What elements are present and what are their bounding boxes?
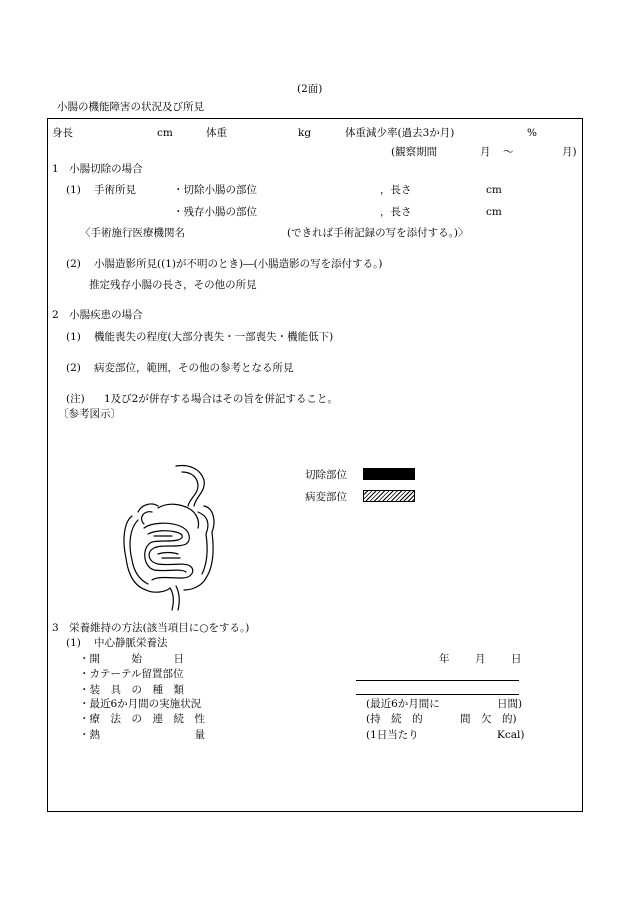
s3-item1-num: (1) (66, 637, 81, 649)
small-intestine-illustration (118, 462, 228, 612)
weight-unit: kg (298, 127, 312, 139)
legend-lesion-label: 病変部位 (305, 491, 347, 503)
s3-month: 月 (475, 653, 486, 665)
s3-continuity: ・療 法 の 連 続 性 (79, 713, 205, 725)
s2-title: 2 小腸疾患の場合 (52, 309, 143, 321)
legend-resection-label: 切除部位 (305, 469, 347, 481)
s2-item2-label: 病変部位，範囲，その他の参考となる所見 (94, 362, 294, 374)
s1-record-note: (できれば手術記録の写を添付する。)〉 (287, 227, 469, 239)
s3-calorie-close: Kcal) (497, 729, 525, 741)
s3-catheter: ・カテーテル留置部位 (79, 668, 184, 680)
device-blank-line (356, 694, 519, 695)
s3-calorie: ・熱 量 (79, 729, 205, 741)
s1-title: 1 小腸切除の場合 (52, 163, 143, 175)
section-title: 小腸の機能障害の状況及び所見 (57, 101, 204, 113)
s3-day: 日 (511, 653, 522, 665)
s1-resected-site: ・切除小腸の部位 (173, 184, 257, 196)
s3-year: 年 (439, 653, 450, 665)
page-label: (2面) (297, 83, 323, 95)
catheter-blank-line (356, 680, 519, 681)
s1-cm-b: cm (486, 206, 502, 218)
s3-title: 3 栄養維持の方法(該当項目に○をする。) (52, 622, 250, 634)
observation-month2: 月) (562, 146, 577, 158)
s3-recent-close: 日間) (497, 698, 523, 710)
s1-hospital-label: 〈手術施行医療機関名 (80, 227, 185, 239)
s1-length-label-b: ，長さ (380, 206, 412, 218)
observation-month1: 月 (480, 146, 491, 158)
s1-item2-sub: 推定残存小腸の長さ，その他の所見 (89, 279, 257, 291)
s3-calorie-open: (1日当たり (366, 729, 419, 741)
s2-reference: 〔参考図示〕 (58, 408, 121, 420)
s3-device: ・装 具 の 種 類 (79, 684, 184, 696)
s1-item1-num: (1) (66, 184, 81, 196)
weight-loss-unit: % (527, 127, 537, 139)
observation-tilde: ～ (503, 146, 514, 158)
s3-intermittent-close: 間 欠 的) (460, 713, 517, 725)
s3-continuous-open: (持 続 的 (366, 713, 423, 725)
height-label: 身長 (52, 127, 73, 139)
s2-note-label: (注) (66, 393, 85, 405)
s3-start-date: ・開 始 日 (79, 653, 184, 665)
s3-recent: ・最近6か月間の実施状況 (79, 698, 202, 710)
s1-item1-label: 手術所見 (94, 184, 136, 196)
height-unit: cm (157, 127, 173, 139)
s1-item2-label: 小腸造影所見((1)が不明のとき)―(小腸造影の写を添付する。) (94, 258, 383, 270)
s1-cm-a: cm (486, 184, 502, 196)
legend-lesion-swatch (363, 490, 415, 502)
s2-item1-num: (1) (66, 331, 81, 343)
s3-recent-open: (最近6か月間に (366, 698, 440, 710)
weight-loss-label: 体重減少率(過去3か月) (345, 127, 455, 139)
weight-label: 体重 (206, 127, 227, 139)
s1-length-label-a: ，長さ (380, 184, 412, 196)
s2-note-text: 1及び2が併存する場合はその旨を併記すること。 (104, 393, 338, 405)
observation-open: (観察期間 (391, 146, 438, 158)
s1-item2-num: (2) (66, 258, 81, 270)
legend-resection-swatch (363, 468, 415, 480)
s2-item1-label: 機能喪失の程度(大部分喪失・一部喪失・機能低下) (94, 331, 334, 343)
s2-item2-num: (2) (66, 362, 81, 374)
s1-remaining-site: ・残存小腸の部位 (173, 206, 257, 218)
s3-item1-label: 中心静脈栄養法 (94, 637, 168, 649)
